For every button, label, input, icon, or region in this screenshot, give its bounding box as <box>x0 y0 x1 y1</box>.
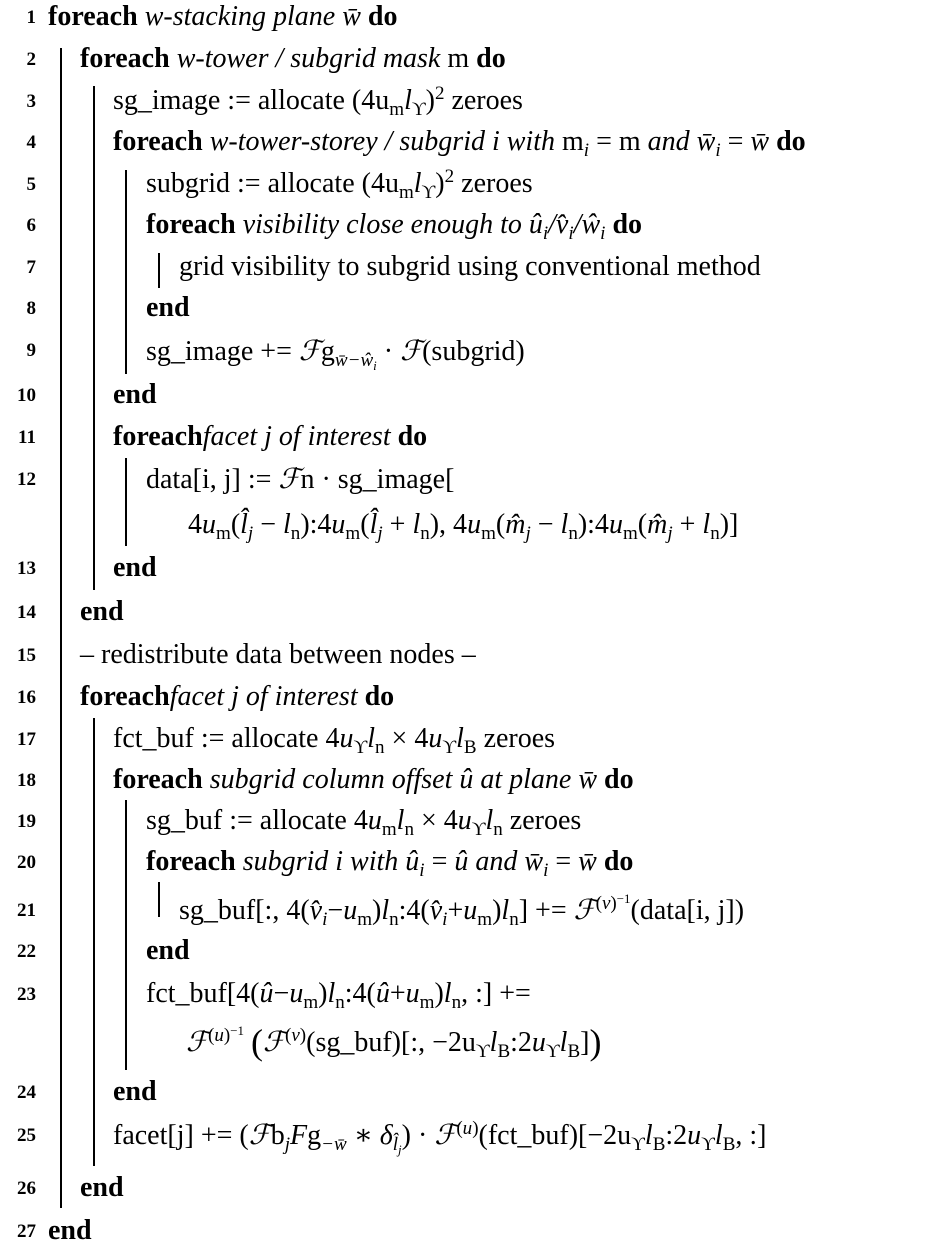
algo-line-23: $fct\_buf[4(û-u_m)l_n:4(û+u_m)l_n$, :] += <box>146 978 531 1014</box>
algo-line-1 <box>48 0 397 34</box>
block-rule-l20 <box>158 882 160 917</box>
algo-line-9: sg_image += ℱg$_{w̄-ŵ_i}$ · ℱ(subgrid) <box>146 334 525 374</box>
line-number: 12 <box>17 469 36 490</box>
line-19-text: sg_buf := allocate <box>146 805 347 836</box>
keyword-foreach: foreach <box>80 681 170 712</box>
line-21-text: sg_buf[:, 4( <box>179 895 310 926</box>
line-5-tail: zeroes <box>461 168 533 199</box>
line-number: 10 <box>17 385 36 406</box>
line-17-tail: zeroes <box>483 723 556 754</box>
line-number: 4 <box>26 132 36 153</box>
keyword-do: do <box>476 43 506 74</box>
line-25-tail: (fct_buf)[−2u <box>478 1120 632 1151</box>
keyword-foreach: foreach <box>146 846 236 877</box>
line-23-tail: += <box>499 978 531 1009</box>
algo-line-13 <box>113 551 157 585</box>
line-number: 22 <box>17 941 36 962</box>
line-21-tail: (data[i, j]) <box>630 895 745 926</box>
line-11-condition: facet j of interest <box>202 421 391 452</box>
line-number: 6 <box>26 215 36 236</box>
line-3-text: sg_image := allocate (4u <box>113 85 390 116</box>
algo-line-27 <box>48 1214 92 1248</box>
line-number: 1 <box>26 7 36 28</box>
line-number: 8 <box>26 298 36 319</box>
algo-line-18 <box>113 763 634 797</box>
algo-line-22 <box>146 934 190 968</box>
keyword-foreach: foreach <box>80 43 170 74</box>
algo-line-8 <box>146 291 190 325</box>
algo-line-11 <box>113 420 427 454</box>
line-number: 7 <box>26 257 36 278</box>
line-9-tail: (subgrid) <box>422 336 525 367</box>
line-16-condition: facet j of interest <box>169 681 358 712</box>
line-2-condition: w-tower / subgrid mask <box>176 43 441 74</box>
algo-line-21: sg_buf[:, $4(v̂_i-u_m)l_n:4(v̂_i+u_m)l_n$] += ℱ$^{(v)^{-1}}$(data[i, j]) <box>179 891 745 931</box>
algo-line-6: foreach visibility close enough to $û_i/v̂_i/ŵ_i$ do <box>146 209 643 245</box>
keyword-end: end <box>146 935 190 966</box>
line-number: 13 <box>17 558 36 579</box>
algo-line-23-continued: ℱ$^{(u)^{-1}}$ (ℱ$^{(v)}$(sg_buf)[:, $-2u_ϒl_B:2u_ϒl_B$]) <box>186 1022 602 1063</box>
algo-line-14 <box>80 595 124 629</box>
line-12-text: data[i, j] := <box>146 464 272 495</box>
line-17-text: fct_buf := allocate <box>113 723 319 754</box>
line-23-continued-text: (sg_buf)[:, −2u <box>306 1027 476 1058</box>
line-5-text: subgrid := allocate (4u <box>146 168 399 199</box>
algo-line-17: fct_buf := allocate $4u_ϒl_n \times 4u_ϒl_B$ zeroes <box>113 723 556 759</box>
line-number: 25 <box>17 1125 36 1146</box>
algo-line-7 <box>179 250 761 284</box>
block-rule-l1 <box>60 48 62 1208</box>
line-number: 24 <box>17 1082 36 1103</box>
algo-line-20: foreach subgrid i with $û_i$ = û and $w̄_i$ = w̄ do <box>146 846 634 882</box>
keyword-do: do <box>603 846 634 877</box>
keyword-foreach: foreach <box>48 1 138 32</box>
block-rule-l18 <box>125 800 127 1070</box>
algo-line-24 <box>113 1075 157 1109</box>
algo-line-16 <box>80 680 394 714</box>
algo-line-19: sg_buf := allocate $4u_ml_n \times 4u_ϒl_n$ zeroes <box>146 805 582 841</box>
line-20-condition: subgrid i with <box>242 846 399 877</box>
line-number: 20 <box>17 852 36 873</box>
line-19-tail: zeroes <box>509 805 582 836</box>
keyword-end: end <box>80 1172 124 1203</box>
keyword-end: end <box>113 1076 157 1107</box>
line-1-condition: w-stacking plane w̄ <box>144 1 361 32</box>
block-rule-l4 <box>125 170 127 374</box>
line-number: 15 <box>17 645 36 666</box>
keyword-foreach: foreach <box>113 421 203 452</box>
keyword-do: do <box>364 681 395 712</box>
algo-line-2: foreach w-tower / subgrid mask m do <box>80 43 506 74</box>
block-rule-l16 <box>93 718 95 1166</box>
line-number: 27 <box>17 1221 36 1242</box>
keyword-end: end <box>113 379 157 410</box>
algo-line-5: subgrid := allocate $(4u_ml_ϒ)^2$ zeroes <box>146 166 533 204</box>
block-rule-l2 <box>93 86 95 590</box>
line-number: 16 <box>17 687 36 708</box>
line-number: 19 <box>17 811 36 832</box>
line-number: 2 <box>26 49 36 70</box>
block-rule-l11 <box>125 458 127 546</box>
line-number: 18 <box>17 770 36 791</box>
line-number: 5 <box>26 174 36 195</box>
keyword-do: do <box>367 1 398 32</box>
keyword-do: do <box>397 421 428 452</box>
keyword-foreach: foreach <box>113 126 203 157</box>
line-25-text: facet[j] += ( <box>113 1120 249 1151</box>
keyword-do: do <box>612 209 643 240</box>
keyword-do: do <box>604 764 634 795</box>
line-number: 14 <box>17 602 36 623</box>
line-23-text: fct_buf[4( <box>146 978 260 1009</box>
keyword-foreach: foreach <box>113 764 203 795</box>
keyword-do: do <box>776 126 806 157</box>
keyword-foreach: foreach <box>146 209 236 240</box>
keyword-end: end <box>113 552 157 583</box>
line-7-text: grid visibility to subgrid using conventional method <box>179 251 761 282</box>
line-number: 11 <box>18 427 36 448</box>
algo-line-12: data[i, j] := ℱn · sg_image[ <box>146 462 455 495</box>
algo-line-12-continued: $4u_m(l̂_j$ − $l_n):4u_m(l̂_j + l_n)$, $4u_m(m̂_j$ − $l_n):4u_m(m̂_j + l_n)$] <box>188 509 739 545</box>
line-number: 26 <box>17 1178 36 1199</box>
line-number: 3 <box>26 91 36 112</box>
algo-line-26 <box>80 1171 124 1205</box>
line-6-condition: visibility close enough to <box>242 209 522 240</box>
line-12-tail: n · sg_image[ <box>300 464 455 495</box>
line-number: 17 <box>17 729 36 750</box>
line-number: 9 <box>26 340 36 361</box>
line-15-text: – redistribute data between nodes – <box>80 639 476 670</box>
keyword-end: end <box>80 596 124 627</box>
line-9-text: sg_image += <box>146 336 292 367</box>
keyword-end: end <box>48 1215 92 1246</box>
algo-line-10 <box>113 378 157 412</box>
line-18-condition: subgrid column offset û at plane w̄ <box>209 764 598 795</box>
line-4-and: and <box>647 126 690 157</box>
algo-line-25: facet[j] += ($ℱb_jFg_{-w̄}$ ∗ $\delta_{l̂_j}$) · $ℱ^{(u)}(fct\_buf)[-2u_ϒl_B:2u_ϒl_B$, :] <box>113 1118 767 1158</box>
algo-line-15 <box>80 638 476 672</box>
algo-line-4: foreach w-tower-storey / subgrid i with $m_i = m$ and $w̄_i$ = w̄ do <box>113 126 806 162</box>
line-20-and: and <box>475 846 518 877</box>
line-number: 21 <box>17 900 36 921</box>
line-3-tail: zeroes <box>451 85 523 116</box>
line-number: 23 <box>17 984 36 1005</box>
keyword-end: end <box>146 292 190 323</box>
block-rule-l6 <box>158 253 160 288</box>
line-4-condition: w-tower-storey / subgrid i with <box>209 126 555 157</box>
algo-line-3: sg_image := allocate $(4u_ml_ϒ)^2$ zeroes <box>113 83 523 121</box>
